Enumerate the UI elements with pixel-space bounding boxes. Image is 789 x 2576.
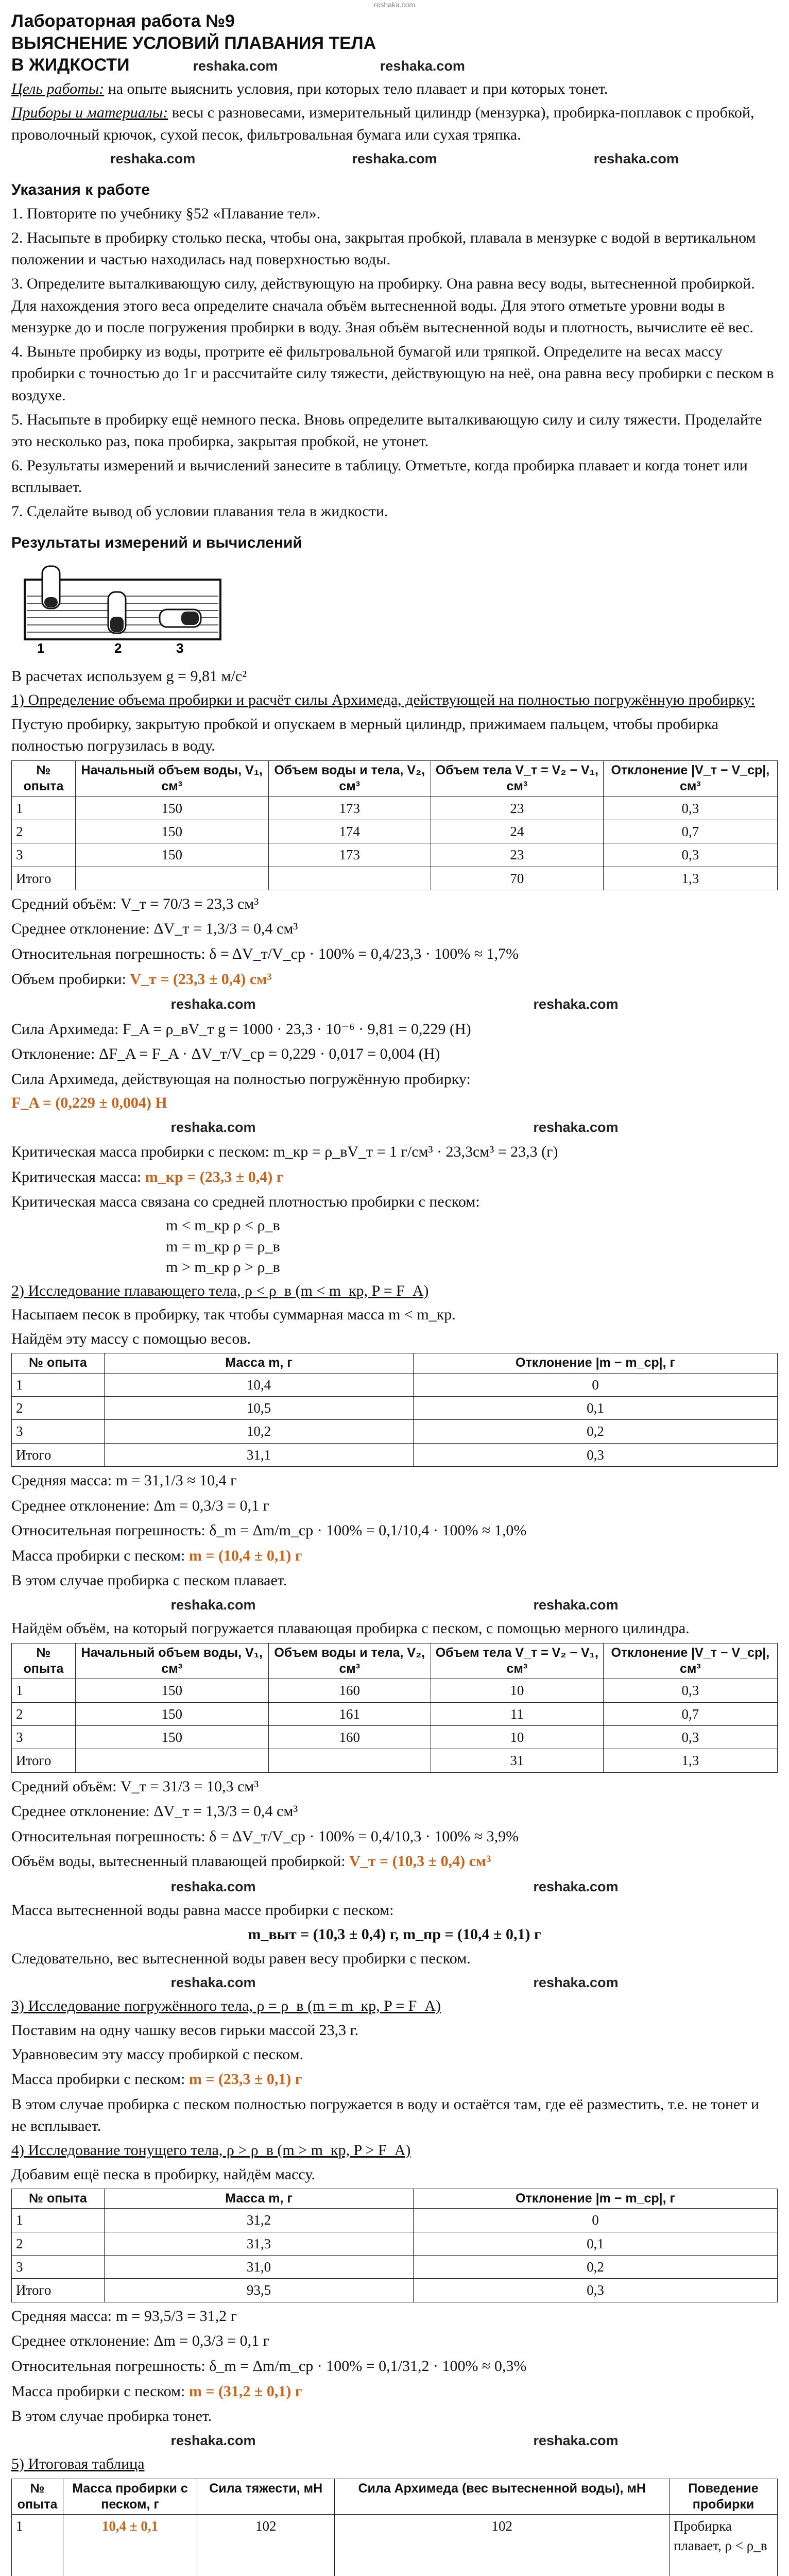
- instructions-title: Указания к работе: [11, 181, 150, 198]
- table-cell: 70: [431, 867, 603, 890]
- watermark: reshaka.com: [533, 1879, 619, 1894]
- table-volume-floating: [11, 1643, 778, 1773]
- table-cell: 0,1: [414, 1396, 778, 1419]
- table-cell: Итого: [12, 867, 76, 890]
- p1-relative-error: Относительная погрешность: δ = ΔV_т/V_ср · 100% = 0,4/23,3 · 100% ≈ 1,7%: [11, 945, 519, 963]
- p3-avg-volume: Средний объём: V_т = 31/3 = 10,3 см³: [11, 1777, 259, 1795]
- watermark-row: [11, 993, 778, 1015]
- part2-intro-1: Насыпаем песок в пробирку, так чтобы суммарная масса m < m_кр.: [11, 1306, 456, 1324]
- figure-label-3: 3: [176, 640, 184, 656]
- table-cell: 150: [75, 1702, 268, 1725]
- table-row: [12, 1443, 778, 1466]
- highlight-result: m = (23,3 ± 0,1) г: [188, 2071, 302, 2088]
- watermark-row: [11, 148, 778, 170]
- table-cell: [75, 867, 268, 890]
- table-header: Объем воды и тела, V₂, см³: [268, 761, 431, 797]
- table-cell: [268, 1749, 431, 1772]
- part2-intro-2: Найдём эту массу с помощью весов.: [11, 1330, 251, 1347]
- table-row: [12, 1420, 778, 1443]
- part1-heading: 1) Определение объема пробирки и расчёт силы Архимеда, действующей на полностью погружённую пробирку:: [11, 691, 756, 709]
- p1-critical-mass: Критическая масса пробирки с песком: m_кр = ρ_вV_т = 1 г/см³ · 23,3см³ = 23,3 (г): [11, 1143, 558, 1161]
- part4-intro: Добавим ещё песка в пробирку, найдём массу.: [11, 2165, 315, 2183]
- table-cell: 0,3: [414, 2279, 778, 2302]
- table-row: [12, 867, 778, 890]
- p1-avg-deviation: Среднее отклонение: ΔV_т = 1,3/3 = 0,4 см³: [11, 920, 298, 938]
- p1-avg-volume: Средний объём: V_т = 70/3 = 23,3 см³: [11, 895, 259, 912]
- table-row: [12, 2232, 778, 2255]
- table-cell: 2: [12, 2232, 105, 2255]
- watermark: reshaka.com: [170, 996, 256, 1012]
- table-cell: 0,3: [603, 1725, 777, 1749]
- page-title: [11, 10, 778, 76]
- table-header: Отклонение |V_т − V_ср|, см³: [603, 761, 777, 797]
- table-cell: 102: [335, 2515, 670, 2576]
- table-cell: 24: [431, 820, 603, 843]
- beaker-illustration: [22, 559, 238, 657]
- p3-displaced-mass-line: Масса вытесненной воды равна массе пробирки с песком:: [11, 1902, 394, 1919]
- p1-archimedes: Сила Архимеда: F_A = ρ_вV_т g = 1000 · 23,3 · 10⁻⁶ · 9,81 = 0,229 (Н): [11, 1020, 471, 1038]
- table-cell: Пробирка плавает, ρ < ρ_в: [670, 2515, 778, 2576]
- watermark: reshaka.com: [110, 151, 196, 167]
- watermark: reshaka.com: [380, 58, 465, 74]
- part3-intro-1: Поставим на одну чашку весов гирьки массой 23,3 г.: [11, 2022, 359, 2039]
- p1-deviation: Отклонение: ΔF_A = F_A · ΔV_т/V_ср = 0,229 · 0,017 = 0,004 (Н): [11, 1045, 440, 1063]
- watermark: reshaka.com: [170, 1597, 256, 1613]
- table-cell: 11: [431, 1702, 603, 1725]
- goal-label: Цель работы:: [11, 80, 105, 97]
- instructions-list: [11, 203, 778, 522]
- p4-note: В этом случае пробирка тонет.: [11, 2408, 212, 2425]
- table-header: № опыта: [12, 1643, 76, 1679]
- watermark-row: [11, 2430, 778, 2451]
- table-cell: 150: [75, 796, 268, 820]
- part3-mass-result: Масса пробирки с песком: m = (23,3 ± 0,1) г: [11, 2071, 302, 2088]
- results-title: Результаты измерений и вычислений: [11, 534, 302, 551]
- title-line-2: ВЫЯСНЕНИЕ УСЛОВИЙ ПЛАВАНИЯ ТЕЛА: [11, 33, 376, 53]
- watermark: reshaka.com: [533, 996, 619, 1012]
- part3-heading: 3) Исследование погружённого тела, ρ = ρ_в (m = m_кр, P = F_A): [11, 1997, 441, 2015]
- table-row: [12, 2279, 778, 2302]
- p4-mass-result: Масса пробирки с песком: m = (31,2 ± 0,1) г: [11, 2382, 302, 2400]
- table-cell: Итого: [12, 1749, 76, 1772]
- instruction-step: 7. Сделайте вывод об условии плавания тела в жидкости.: [11, 502, 388, 520]
- table-cell: Итого: [12, 1443, 105, 1466]
- table-cell: 0: [414, 2209, 778, 2232]
- instruction-step: 2. Насыпьте в пробирку столько песка, чтобы она, закрытая пробкой, плавала в мензурке с водой в вертикальном положении и частью находилась над поверхностью воды.: [11, 229, 756, 268]
- table-header: Отклонение |m − m_ср|, г: [414, 1353, 778, 1373]
- p1-force-line: Сила Архимеда, действующая на полностью погружённую пробирку:: [11, 1070, 471, 1088]
- p3-avg-deviation: Среднее отклонение: ΔV_т = 1,3/3 = 0,4 см³: [11, 1803, 298, 1820]
- highlight-result: V_т = (23,3 ± 0,4) см³: [130, 970, 272, 988]
- table-cell: 2: [12, 1396, 105, 1419]
- p4-avg-mass: Средняя масса: m = 93,5/3 = 31,2 г: [11, 2307, 237, 2325]
- watermark: reshaka.com: [170, 1119, 256, 1135]
- part2-heading: 2) Исследование плавающего тела, ρ < ρ_в (m < m_кр, P = F_A): [11, 1282, 429, 1299]
- table-row: [12, 1702, 778, 1725]
- table-header: Начальный объем воды, V₁, см³: [75, 1643, 268, 1679]
- table-cell: 174: [268, 820, 431, 843]
- table-summary: [11, 2479, 778, 2576]
- table-header: Отклонение |V_т − V_ср|, см³: [603, 1643, 777, 1679]
- watermark: reshaka.com: [533, 1597, 619, 1613]
- table-header: Сила Архимеда (вес вытесненной воды), мН: [335, 2479, 670, 2515]
- condition-item: m < m_кр ρ < ρ_в: [166, 1217, 280, 1234]
- part1-intro: Пустую пробирку, закрытую пробкой и опускаем в мерный цилиндр, прижимаем пальцем, чтобы пробирка полностью погрузилась в воду.: [11, 715, 718, 755]
- table-cell: 31,1: [105, 1443, 414, 1466]
- part3-note: В этом случае пробирка с песком полностью погружается в воду и остаётся там, где её разместить, т.е. не тонет и не всплывает.: [11, 2095, 759, 2135]
- table-cell: 150: [75, 820, 268, 843]
- table-cell: 31,3: [105, 2232, 414, 2255]
- table-header: Отклонение |m − m_ср|, г: [414, 2189, 778, 2209]
- equipment-label: Приборы и материалы:: [11, 104, 168, 122]
- instruction-step: 3. Определите выталкивающую силу, действующую на пробирку. Она равна весу воды, вытесненной пробиркой. Для нахождения этого веса определите сначала объём вытесненной воды. Для этого отметьте уровни воды в мензурке до и после погружения пробирки в воду. Зная объём вытесненной воды и плотность, вычислите её вес.: [11, 275, 755, 336]
- table-cell: 3: [12, 1725, 76, 1749]
- p3-masses: m_выт = (10,3 ± 0,4) г, m_пр = (10,4 ± 0,1) г: [248, 1925, 541, 1943]
- watermark: reshaka.com: [170, 2432, 256, 2448]
- table-cell: 0,7: [603, 1702, 777, 1725]
- table-header: Начальный объем воды, V₁, см³: [75, 761, 268, 797]
- table-cell: 31: [431, 1749, 603, 1772]
- table-cell: 10,4 ± 0,1: [63, 2515, 197, 2576]
- table-row: [12, 1679, 778, 1702]
- highlight-result: m_кр = (23,3 ± 0,4) г: [145, 1168, 284, 1185]
- watermark: reshaka.com: [170, 1975, 256, 1991]
- table-cell: 0,2: [414, 1420, 778, 1443]
- table-header: Масса пробирки с песком, г: [63, 2479, 197, 2515]
- table-row: [12, 796, 778, 820]
- p1-critical-relation: Критическая масса связана со средней плотностью пробирки с песком:: [11, 1193, 480, 1211]
- table-cell: 23: [431, 796, 603, 820]
- table-header: Масса m, г: [105, 1353, 414, 1373]
- watermark: reshaka.com: [533, 2432, 619, 2448]
- table-row: [12, 1373, 778, 1396]
- table-cell: 1: [12, 796, 76, 820]
- table-header: Объем тела V_т = V₂ − V₁, см³: [431, 761, 603, 797]
- part3-intro-2: Уравновесим эту массу пробиркой с песком.: [11, 2045, 304, 2063]
- watermark: reshaka.com: [533, 1119, 619, 1135]
- table-row: [12, 1396, 778, 1419]
- table-cell: 1: [12, 2515, 63, 2576]
- table-header: Объем воды и тела, V₂, см³: [268, 1643, 431, 1679]
- p3-conclusion: Следовательно, вес вытесненной воды равен весу пробирки с песком.: [11, 1950, 471, 1967]
- table-cell: 31,0: [105, 2256, 414, 2279]
- table-cell: 160: [268, 1679, 431, 1702]
- table-row: [12, 2209, 778, 2232]
- title-line-3: В ЖИДКОСТИ reshaka.com reshaka.com: [11, 55, 465, 75]
- instruction-step: 1. Повторите по учебнику §52 «Плавание тел».: [11, 205, 321, 223]
- table-cell: 10: [431, 1679, 603, 1702]
- p2-avg-mass: Средняя масса: m = 31,1/3 ≈ 10,4 г: [11, 1471, 237, 1489]
- p2-mass-result: Масса пробирки с песком: m = (10,4 ± 0,1) г: [11, 1547, 302, 1564]
- test-tube-3: [160, 609, 201, 627]
- watermark: reshaka.com: [352, 151, 437, 167]
- p2-volume-intro: Найдём объём, на который погружается плавающая пробирка с песком, с помощью мерного цилиндра.: [11, 1620, 690, 1637]
- table-cell: 0,2: [414, 2256, 778, 2279]
- watermark: reshaka.com: [593, 151, 679, 167]
- table-header: Масса m, г: [105, 2189, 414, 2209]
- watermark-row: [11, 1116, 778, 1138]
- p4-avg-deviation: Среднее отклонение: Δm = 0,3/3 = 0,1 г: [11, 2332, 269, 2350]
- p3-volume-result: Объём воды, вытесненный плавающей пробиркой: V_т = (10,3 ± 0,4) см³: [11, 1853, 491, 1870]
- table-cell: 3: [12, 2256, 105, 2279]
- table-cell: 173: [268, 796, 431, 820]
- equipment-paragraph: [11, 102, 778, 146]
- highlight-result: m = (31,2 ± 0,1) г: [188, 2382, 302, 2400]
- title-line-1: Лабораторная работа №9: [11, 11, 235, 31]
- table-cell: 93,5: [105, 2279, 414, 2302]
- watermark-row: [11, 1594, 778, 1616]
- goal-paragraph: [11, 78, 778, 100]
- table-cell: 10,5: [105, 1396, 414, 1419]
- table-cell: 31,2: [105, 2209, 414, 2232]
- table-cell: 10: [431, 1725, 603, 1749]
- table-row: [12, 820, 778, 843]
- condition-item: m > m_кр ρ > ρ_в: [166, 1259, 280, 1276]
- condition-item: m = m_кр ρ = ρ_в: [166, 1238, 280, 1255]
- table-cell: [75, 1749, 268, 1772]
- table-cell: 0,3: [414, 1443, 778, 1466]
- table-cell: [268, 867, 431, 890]
- table-header: Сила тяжести, мН: [197, 2479, 335, 2515]
- table-cell: 0,3: [603, 796, 777, 820]
- table-cell: 150: [75, 1725, 268, 1749]
- table-cell: 1: [12, 1679, 76, 1702]
- watermark: reshaka.com: [193, 58, 278, 74]
- table-header: № опыта: [12, 761, 76, 797]
- p4-relative-error: Относительная погрешность: δ_m = Δm/m_ср · 100% = 0,1/31,2 · 100% ≈ 0,3%: [11, 2357, 527, 2375]
- watermark-row: [11, 1972, 778, 1993]
- table-cell: 0,3: [603, 1679, 777, 1702]
- table-cell: 10,2: [105, 1420, 414, 1443]
- table-cell: 0,7: [603, 820, 777, 843]
- table-cell: 2: [12, 1702, 76, 1725]
- p3-relative-error: Относительная погрешность: δ = ΔV_т/V_ср · 100% = 0,4/10,3 · 100% ≈ 3,9%: [11, 1827, 519, 1845]
- table-cell: 0: [414, 1373, 778, 1396]
- table-cell: 0,1: [414, 2232, 778, 2255]
- highlight-result: m = (10,4 ± 0,1) г: [188, 1547, 302, 1564]
- instruction-step: 5. Насыпьте в пробирку ещё немного песка. Вновь определите выталкивающую силу и силу тяжести. Проделайте это несколько раз, пока пробирка, закрытая пробкой, не утонет.: [11, 411, 762, 450]
- table-cell: 1,3: [603, 867, 777, 890]
- g-value: В расчетах используем g = 9,81 м/с²: [11, 667, 247, 685]
- table-header: № опыта: [12, 2479, 63, 2515]
- table-cell: 150: [75, 843, 268, 867]
- table-row: [12, 2515, 778, 2576]
- table-cell: 1,3: [603, 1749, 777, 1772]
- watermark: reshaka.com: [533, 1975, 619, 1991]
- table-mass-sinking: [11, 2189, 778, 2302]
- table-cell: 0,3: [603, 843, 777, 867]
- instruction-step: 6. Результаты измерений и вычислений занесите в таблицу. Отметьте, когда пробирка плавает и когда тонет или всплывает.: [11, 456, 748, 496]
- part5-heading: 5) Итоговая таблица: [11, 2455, 145, 2473]
- part4-heading: 4) Исследование тонущего тела, ρ > ρ_в (m > m_кр, P > F_A): [11, 2142, 411, 2159]
- table-cell: 1: [12, 2209, 105, 2232]
- goal-text: на опыте выяснить условия, при которых тело плавает и при которых тонет.: [104, 80, 608, 97]
- p1-tube-volume: Объем пробирки: V_т = (23,3 ± 0,4) см³: [11, 970, 272, 988]
- table-header: Объем тела V_т = V₂ − V₁, см³: [431, 1643, 603, 1679]
- table-mass-floating: [11, 1353, 778, 1467]
- site-caption: reshaka.com: [373, 1, 416, 9]
- table-cell: 3: [12, 843, 76, 867]
- equipment-text: весы с разновесами, измерительный цилиндр (мензурка), пробирка-поплавок с пробкой, проволочный крючок, сухой песок, фильтровальная бумага или сухая тряпка.: [11, 104, 754, 143]
- p1-force-result: F_A = (0,229 ± 0,004) Н: [11, 1094, 167, 1112]
- test-tube-2: [108, 592, 126, 633]
- table-cell: 173: [268, 843, 431, 867]
- table-cell: 150: [75, 1679, 268, 1702]
- apparatus-figure: [22, 559, 778, 664]
- table-cell: 102: [197, 2515, 335, 2576]
- table-cell: 161: [268, 1702, 431, 1725]
- table-cell: 1: [12, 1373, 105, 1396]
- p1-critical-result: Критическая масса: m_кр = (23,3 ± 0,4) г: [11, 1168, 284, 1185]
- p2-relative-error: Относительная погрешность: δ_m = Δm/m_ср · 100% = 0,1/10,4 · 100% ≈ 1,0%: [11, 1522, 527, 1539]
- conditions-list: [11, 1215, 778, 1278]
- table-cell: Итого: [12, 2279, 105, 2302]
- table-row: [12, 2256, 778, 2279]
- table-cell: 10,4: [105, 1373, 414, 1396]
- table-cell: 3: [12, 1420, 105, 1443]
- table-header: Поведение пробирки: [670, 2479, 778, 2515]
- table-volume-empty: [11, 760, 778, 890]
- figure-label-2: 2: [114, 640, 122, 656]
- instruction-step: 4. Выньте пробирку из воды, протрите её фильтровальной бумагой или тряпкой. Определите на весах массу пробирки с точностью до 1г и рассчитайте силу тяжести, действующую на неё, она равна весу пробирки с песком в воздухе.: [11, 343, 774, 404]
- p2-avg-deviation: Среднее отклонение: Δm = 0,3/3 = 0,1 г: [11, 1497, 269, 1514]
- watermark: reshaka.com: [170, 1879, 256, 1894]
- table-row: [12, 1725, 778, 1749]
- table-cell: 160: [268, 1725, 431, 1749]
- table-header: № опыта: [12, 2189, 105, 2209]
- table-header: № опыта: [12, 1353, 105, 1373]
- table-row: [12, 1749, 778, 1772]
- table-cell: 2: [12, 820, 76, 843]
- watermark-row: [11, 1876, 778, 1897]
- table-cell: 23: [431, 843, 603, 867]
- p2-float-note: В этом случае пробирка с песком плавает.: [11, 1572, 287, 1589]
- test-tube-1: [42, 566, 60, 608]
- table-row: [12, 843, 778, 867]
- figure-label-1: 1: [37, 640, 45, 656]
- highlight-result: V_т = (10,3 ± 0,4) см³: [349, 1853, 491, 1870]
